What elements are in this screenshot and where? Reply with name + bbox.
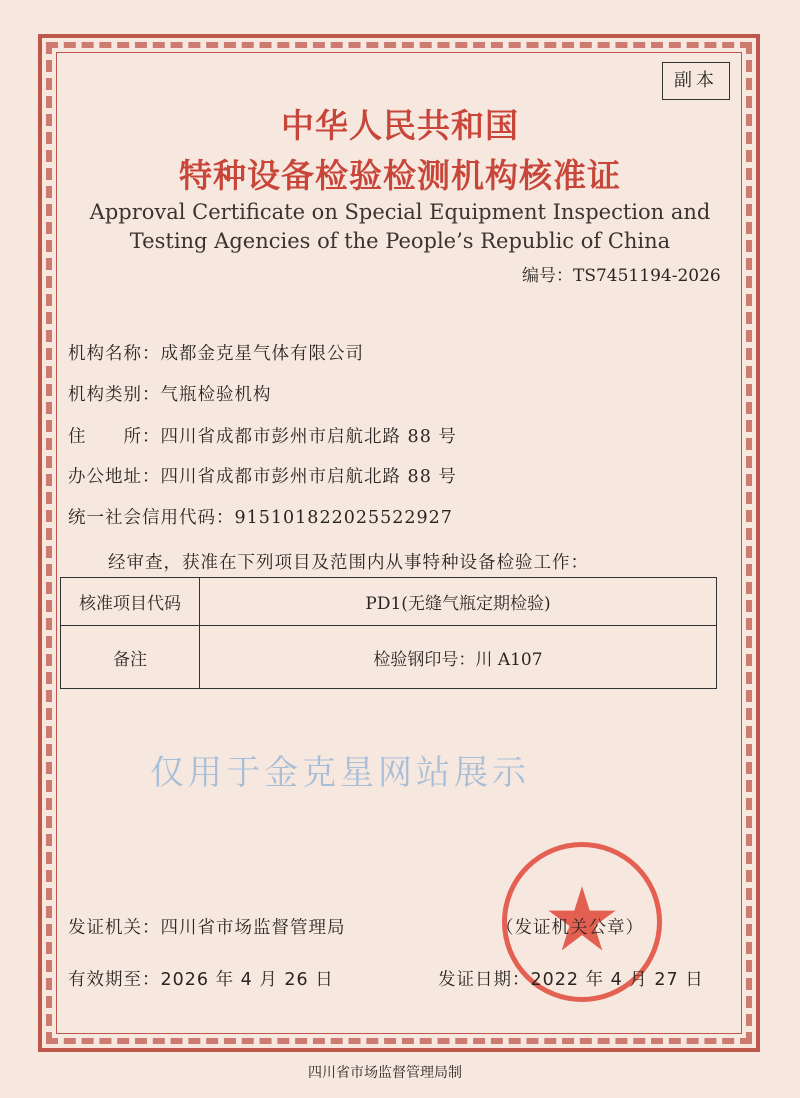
title-line2: 特种设备检验检测机构核准证	[179, 156, 621, 195]
footer: 四川省市场监督管理局制	[308, 1065, 462, 1081]
field-value: 成都金克星气体有限公司	[160, 344, 364, 364]
field-label: 机构类别：	[68, 385, 161, 405]
copy-badge: 副本	[662, 62, 730, 100]
table-key: 备注	[61, 626, 200, 689]
field-credit-code	[68, 504, 453, 529]
table-key: 核准项目代码	[61, 578, 200, 626]
field-org-name	[68, 340, 364, 365]
field-org-type	[68, 381, 272, 406]
approval-table	[60, 577, 717, 689]
field-label: 住 所：	[68, 427, 161, 447]
field-value: 气瓶检验机构	[160, 385, 272, 405]
title-en-line1: Approval Certificate on Special Equipment Inspection and	[89, 200, 711, 224]
table-row	[61, 626, 717, 689]
field-address	[68, 423, 457, 448]
field-office-address	[68, 463, 457, 488]
field-value: 四川省成都市彭州市启航北路 88 号	[160, 467, 457, 487]
title-en-line2: Testing Agencies of the People’s Republic of China	[129, 229, 671, 253]
issue-date: 发证日期：2022 年 4 月 27 日	[438, 970, 704, 990]
intro-text: 经审查，获准在下列项目及范围内从事特种设备检验工作：	[108, 553, 589, 573]
table-row	[61, 578, 717, 626]
valid-until: 有效期至：2026 年 4 月 26 日	[68, 970, 334, 990]
field-value: 四川省成都市彭州市启航北路 88 号	[160, 427, 457, 447]
title-line1: 中华人民共和国	[281, 106, 519, 145]
field-value: 915101822025522927	[234, 508, 453, 528]
field-label: 机构名称：	[68, 344, 161, 364]
field-label: 统一社会信用代码：	[68, 508, 235, 528]
field-label: 办公地址：	[68, 467, 161, 487]
certificate-number: 编号：TS7451194-2026	[522, 266, 721, 286]
watermark: 仅用于金克星网站展示	[150, 753, 530, 793]
seal-note: （发证机关公章）	[496, 918, 644, 938]
issuer: 发证机关：四川省市场监督管理局	[68, 918, 346, 938]
table-value: PD1(无缝气瓶定期检验)	[200, 578, 717, 626]
table-value: 检验钢印号：川 A107	[200, 626, 717, 689]
